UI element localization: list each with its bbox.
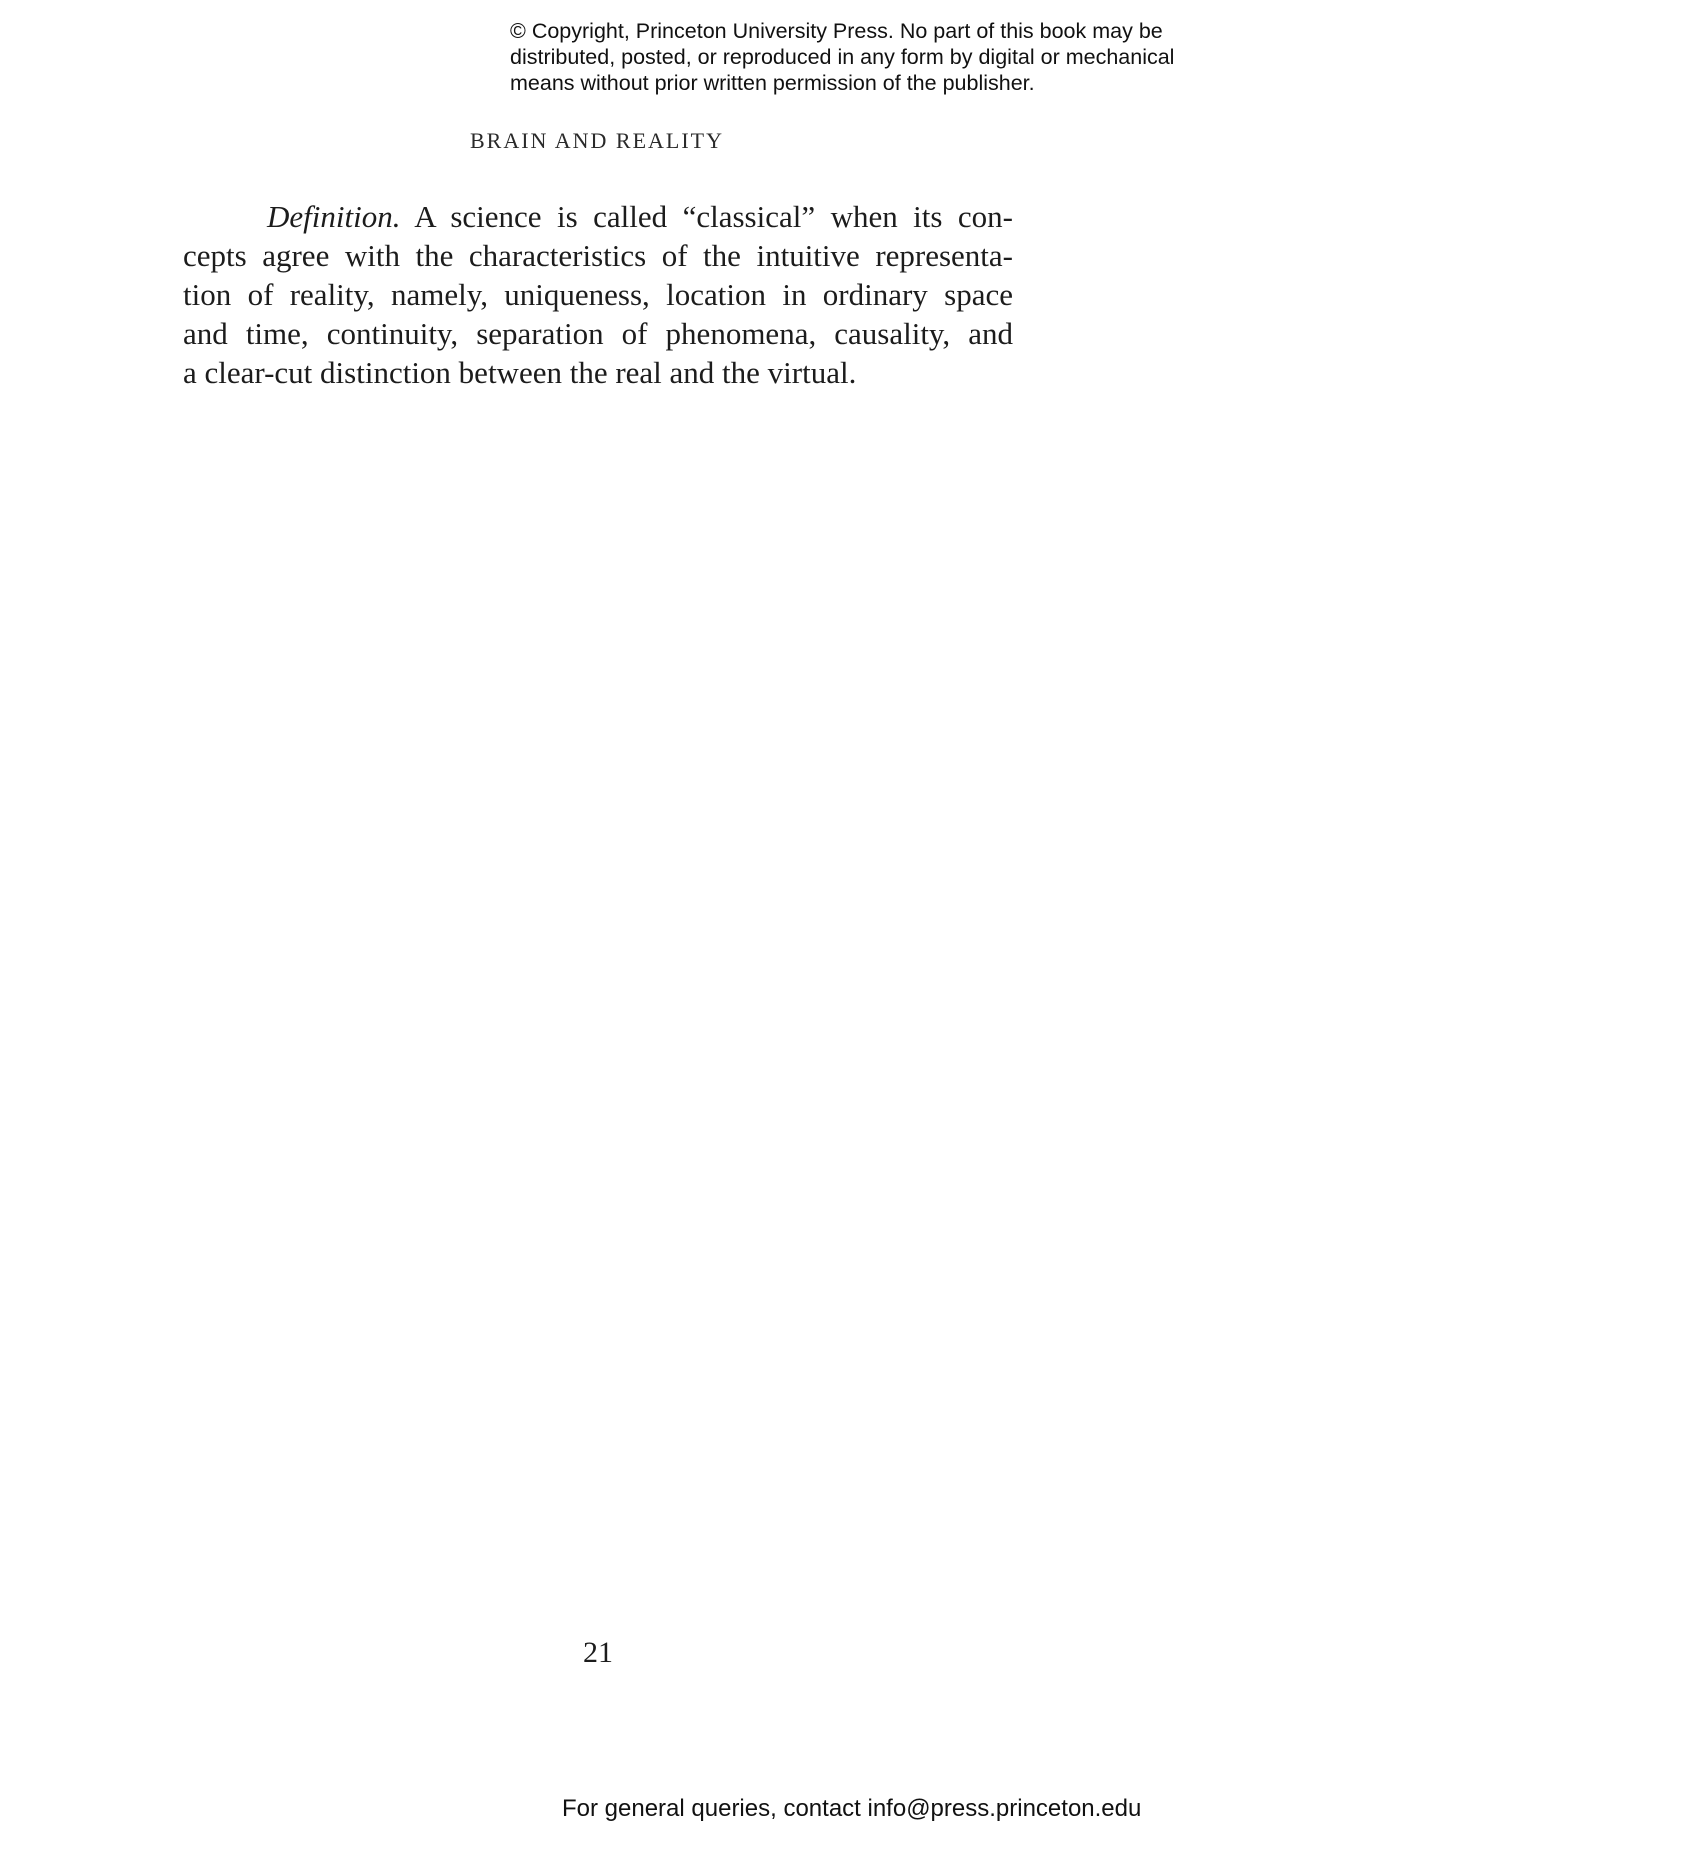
paragraph-line: and time, continuity, separation of phenomena, causality, and [183,316,1013,351]
running-head: BRAIN AND REALITY [470,128,724,153]
copyright-line: © Copyright, Princeton University Press. No part of this book may be [510,19,1163,43]
definition-paragraph [183,197,1013,392]
paragraph-line: cepts agree with the characteristics of the intuitive representa- [183,238,1013,273]
paragraph-line: tion of reality, namely, uniqueness, location in ordinary space [183,277,1013,312]
page-number: 21 [583,1636,613,1669]
copyright-line: distributed, posted, or reproduced in any form by digital or mechanical [510,45,1175,69]
copyright-line: means without prior written permission of the publisher. [510,71,1035,95]
copyright-notice [510,18,1230,96]
paragraph-line [183,197,1013,236]
footer-contact: For general queries, contact info@press.princeton.edu [562,1795,1142,1822]
paragraph-line-text: A science is called “classical” when its con- [400,199,1013,234]
definition-label: Definition. [267,199,401,234]
paragraph-line: a clear-cut distinction between the real and the virtual. [183,355,857,390]
